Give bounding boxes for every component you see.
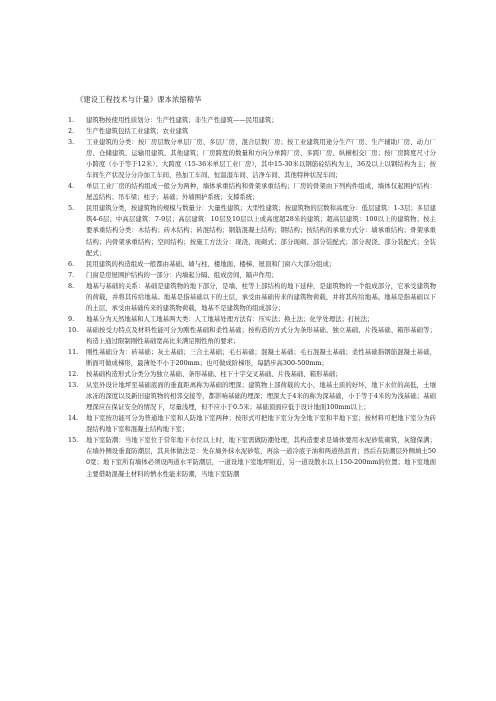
list-item-number: 7. <box>68 270 75 279</box>
list-item-number: 1. <box>68 116 75 124</box>
numbered-list <box>68 115 436 480</box>
list-item <box>68 380 436 413</box>
list-item-text: 基础按受力特点及材料性能可分为刚性基础和柔性基础；按构造的方式分为条形基础、独立基础、片筏基础、箱形基础等；构造上通过限制刚性基础宽高比来满足刚性角的要求； <box>86 325 436 345</box>
list-item <box>68 325 436 347</box>
list-item-number: 12. <box>68 370 79 379</box>
list-item-text: 刚性基础分为：砖基础；灰土基础；三合土基础；毛石基础；混凝土基础；毛石混凝土基础；柔性基础指钢筋混凝土基础，断面可做成梯形，最薄处不小于200mm；也可做成阶梯形，每踏步高300-500mm； <box>86 347 436 368</box>
list-item <box>68 413 436 435</box>
list-item-text: 地下室按功能可分为普通地下室和人防地下室两种；按形式可把地下室分为全地下室和半地下室；按材料可把地下室分为砖混结构地下室和混凝土结构地下室； <box>86 414 436 434</box>
list-item <box>68 203 436 258</box>
list-item-number: 15. <box>68 436 79 445</box>
list-item <box>68 259 436 270</box>
list-item-text: 按基础构造形式分类分为独立基础、条形基础、柱下十字交叉基础、片筏基础、箱形基础； <box>86 370 342 379</box>
list-item <box>68 137 436 181</box>
list-item-text: 民用建筑分类，按建筑物的规模与数量分：大量性建筑；大型性建筑；按建筑物的层数和高度分：低层建筑：1-3层；多层建筑4-6层；中高层建筑：7-9层；高层建筑：10层及10层以上或高度超28米的建筑；超高层建筑：100以上的建筑物；按主要承重结构分类：木结构；砖木结构；砖混结构；钢筋混凝土结构；钢结构；按结构的承重方式分：墙承重结构；骨架承重结构；内骨架承重结构；空间结构；按施工方法分：现浇、现砌式；部分现砌、部分装配式；部分现浇、部分装配式；全装配式； <box>86 204 436 257</box>
list-item <box>68 281 436 314</box>
list-item-text: 地基与基础的关系：基础是建筑物的地下部分，是墙、柱等上部结构的地下延伸，是建筑物的一个组成部分，它承受建筑物的荷载，并将其传给地基。地基是指基础以下的土层，承受由基础传来的建筑物荷载，并将其传给地基。地基是指基础以下的土层，承受由基础传来的建筑物荷载，地基不是建筑物的组成部分； <box>86 281 436 312</box>
list-item-number: 8. <box>68 281 75 290</box>
list-item-number: 3. <box>68 138 75 147</box>
list-item <box>68 115 436 126</box>
list-item-text: 从室外设计地坪至基础底面的垂直距离称为基础的埋深；建筑物上部荷载的大小，地基土质的好坏，地下水位的高低，土壤冰冻的深度以及新旧建筑物的相邻交接等，都影响基础的埋深；埋深大于4米的称为深基础，小于等于4米的为浅基础；基础埋深应在保证安全的情况下，尽量浅埋，但不应小于0.5米；基础顶面应低于设计地面100mm以上； <box>86 381 436 412</box>
list-item-text: 单层工业厂房的结构组成一般分为两种，墙体承重结构和骨架承重结构；厂房的骨架由下列构件组成，墙体仅起围护结构：屋盖结构；吊车梁；柱子；基础；外墙围护系统；支撑系统； <box>86 182 436 202</box>
list-item <box>68 435 436 479</box>
list-item-number: 10. <box>68 325 79 334</box>
list-item <box>68 270 436 281</box>
list-item-text: 民用建筑的构造组成一般都由基础、墙与柱、楼地面、楼梯、屋顶和门窗六大部分组成； <box>86 259 336 268</box>
list-item-number: 13. <box>68 381 79 390</box>
list-item-number: 4. <box>68 182 75 191</box>
list-item-text: 建筑物按使用性质划分：生产性建筑；非生产性建筑——民用建筑； <box>86 116 278 124</box>
document-title: 《建设工程技术与计量》课本浓缩精华 <box>76 95 202 104</box>
list-item <box>68 126 436 137</box>
list-item-number: 2. <box>68 127 75 136</box>
list-item <box>68 314 436 325</box>
list-item <box>68 369 436 380</box>
list-item-number: 14. <box>68 414 79 423</box>
list-item-number: 6. <box>68 259 75 268</box>
list-item-text: 工业建筑的分类：按厂房层数分单层厂房、多层厂房、混合层数厂房；按工业建筑用途分生产厂房、生产辅助厂房、动力厂房、仓储建筑、运输用建筑、其他建筑；厂房跨度的数量和方向分单跨厂房、多跨厂房、纵横相交厂房；按厂房跨度尺寸分小跨度（小于等于12米）、大跨度（15-36米单层工业厂房），其中15-30米以钢筋砼结构为主，36及以上以钢结构为主；按车间生产状况分分冷加工车间、热加工车间、恒温湿车间、洁净车间、其他特种状况车间； <box>86 138 436 180</box>
list-item <box>68 181 436 203</box>
list-item-number: 5. <box>68 204 75 213</box>
list-item-text: 门窗是房屋围护结构的一部分：内墙起分隔、组成房间，隔声作用； <box>86 270 278 279</box>
list-item-number: 11. <box>68 347 79 356</box>
list-item-number: 9. <box>68 314 75 323</box>
list-item-text: 生产性建筑包括工业建筑；农业建筑 <box>86 127 189 136</box>
list-item <box>68 347 436 369</box>
list-item-text: 地基分为天然地基和人工地基两大类：人工地基处理方法有：压实法；换土法；化学处理法；打桩法； <box>86 314 374 323</box>
list-item-text: 地下室防潮：当地下室位于常年地下水位以上时，地下室需做防潮处理，其构造要求是墙体要用水泥砂浆砌筑，灰缝保满；在墙外侧设垂直防潮层，其具体做法是：先在墙外抹水泥砂浆，再涂一道冷底子油和两道热沥青；然后在防潮层外侧填土500宽；地下室所有墙体必须设两道水平防潮层，一道设地下室地坪附近，另一道设散水以上150-200mm的位置；地下室地面主要借助混凝土材料的憎水性能来防潮，当地下室防潮 <box>86 436 436 478</box>
